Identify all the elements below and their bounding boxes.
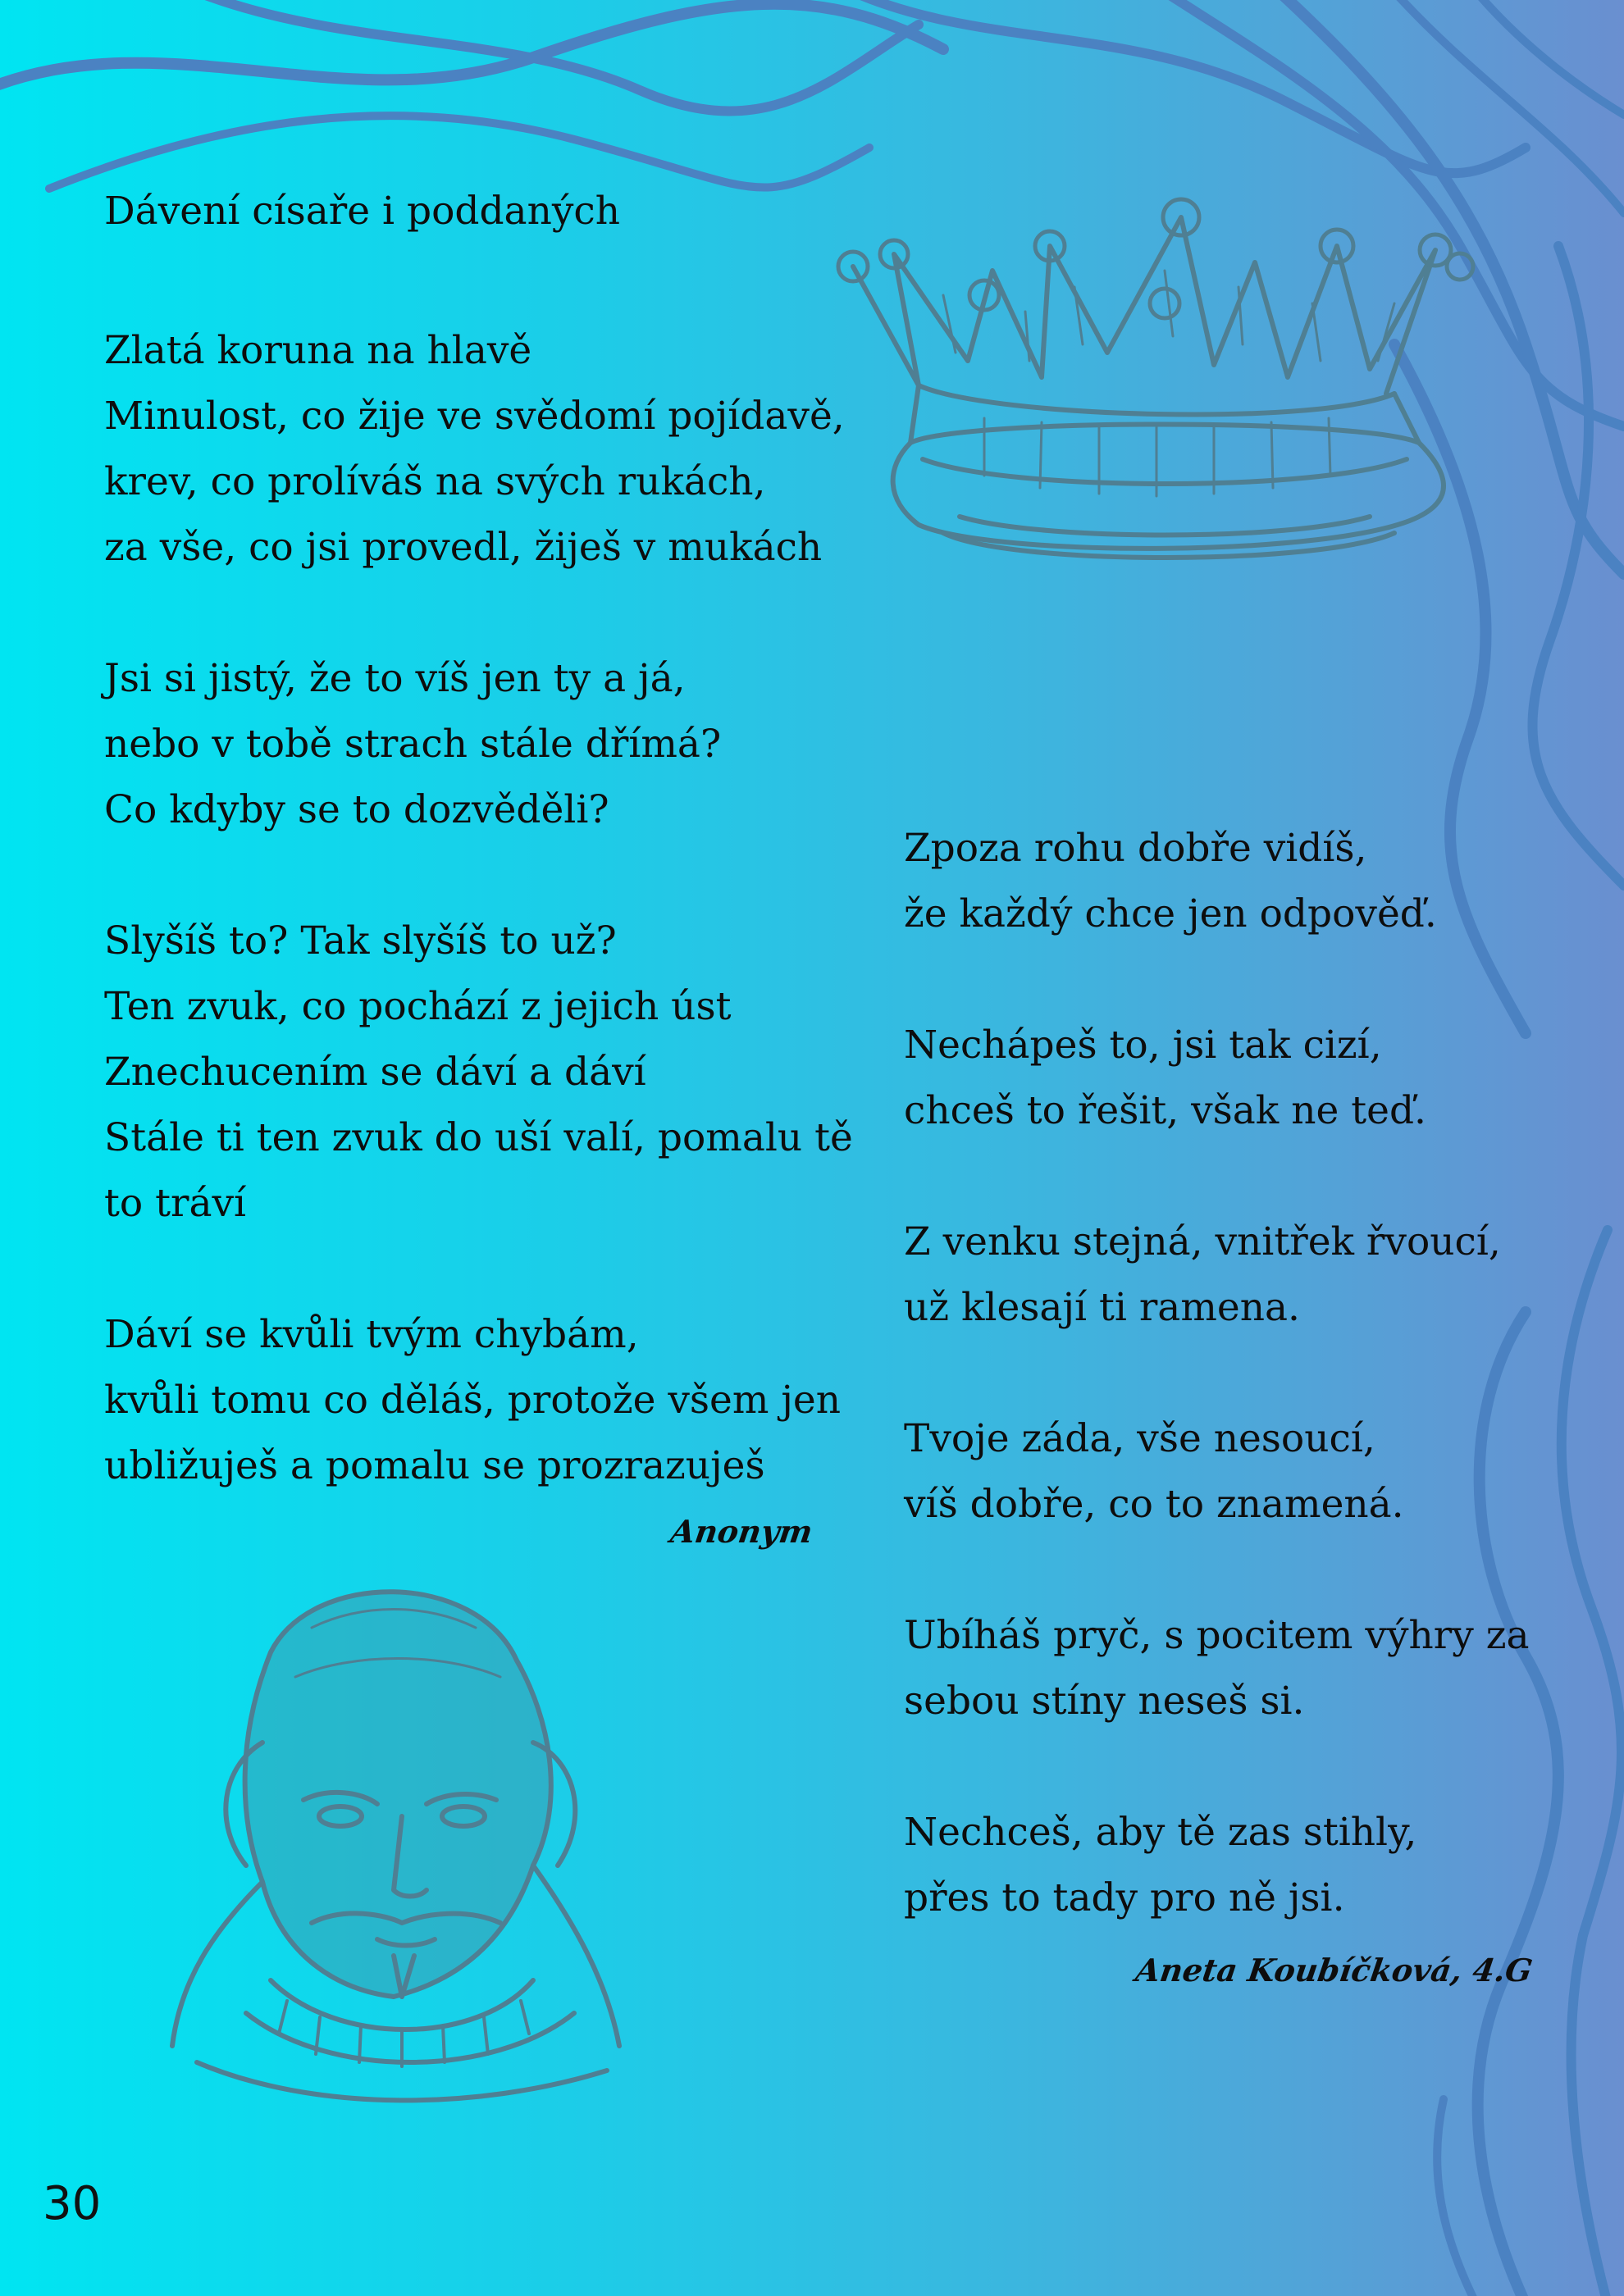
verse-line: Dáví se kvůli tvým chybám, xyxy=(104,1312,639,1357)
stanza xyxy=(904,1603,1560,1734)
verse-line: za vše, co jsi provedl, žiješ v mukách xyxy=(104,525,823,570)
stanza xyxy=(104,646,842,843)
page-number: 30 xyxy=(43,2177,102,2230)
left-poem-column xyxy=(104,318,853,1499)
stanza xyxy=(904,1800,1560,1931)
stanza xyxy=(104,909,853,1237)
verse-line: přes to tady pro ně jsi. xyxy=(904,1875,1345,1920)
verse-line: Zpoza rohu dobře vidíš, xyxy=(904,826,1367,871)
verse-line: Tvoje záda, vše nesoucí, xyxy=(904,1416,1375,1461)
crown-illustration xyxy=(828,172,1501,631)
stanza xyxy=(104,318,845,581)
verse-line: nebo v tobě strach stále dřímá? xyxy=(104,722,722,767)
author-signature-anonym: Anonym xyxy=(668,1513,815,1550)
verse-line: Ten zvuk, co pochází z jejich úst xyxy=(104,984,732,1029)
verse-line: kvůli tomu co děláš, protože všem jen xyxy=(104,1378,841,1423)
verse-line: ubližuješ a pomalu se prozrazuješ xyxy=(104,1443,765,1488)
author-signature-aneta: Aneta Koubíčková, 4.G xyxy=(1133,1952,1535,1988)
verse-line: Znechucením se dáví a dáví xyxy=(104,1050,646,1095)
stanza xyxy=(904,1013,1560,1144)
verse-line: Co kdyby se to dozvěděli? xyxy=(104,787,609,832)
verse-line: Zlatá koruna na hlavě xyxy=(104,328,532,373)
stanza xyxy=(904,1406,1560,1538)
poem-title: Dávení císaře i poddaných xyxy=(104,189,620,234)
verse-line: Jsi si jistý, že to víš jen ty a já, xyxy=(104,656,686,701)
verse-line: Nechceš, aby tě zas stihly, xyxy=(904,1810,1417,1855)
verse-line: Minulost, co žije ve svědomí pojídavě, xyxy=(104,394,845,439)
verse-line: víš dobře, co to znamená. xyxy=(904,1482,1404,1527)
verse-line: sebou stíny neseš si. xyxy=(904,1679,1305,1724)
verse-line: že každý chce jen odpověď. xyxy=(904,891,1437,936)
verse-line: už klesají ti ramena. xyxy=(904,1285,1300,1330)
shakespeare-portrait-illustration xyxy=(148,1554,623,2112)
verse-line: Stále ti ten zvuk do uší valí, pomalu tě xyxy=(104,1115,853,1160)
verse-line: Z venku stejná, vnitřek řvoucí, xyxy=(904,1219,1501,1264)
verse-line: Ubíháš pryč, s pocitem výhry za xyxy=(904,1613,1530,1658)
verse-line: Nechápeš to, jsi tak cizí, xyxy=(904,1023,1382,1068)
right-poem-column xyxy=(904,816,1560,1931)
verse-line: krev, co prolíváš na svých rukách, xyxy=(104,459,766,504)
verse-line: Slyšíš to? Tak slyšíš to už? xyxy=(104,918,617,963)
stanza xyxy=(904,816,1560,947)
stanza xyxy=(104,1302,842,1499)
stanza xyxy=(904,1210,1560,1341)
verse-line: chceš to řešit, však ne teď. xyxy=(904,1088,1426,1133)
verse-line: to tráví xyxy=(104,1181,247,1226)
